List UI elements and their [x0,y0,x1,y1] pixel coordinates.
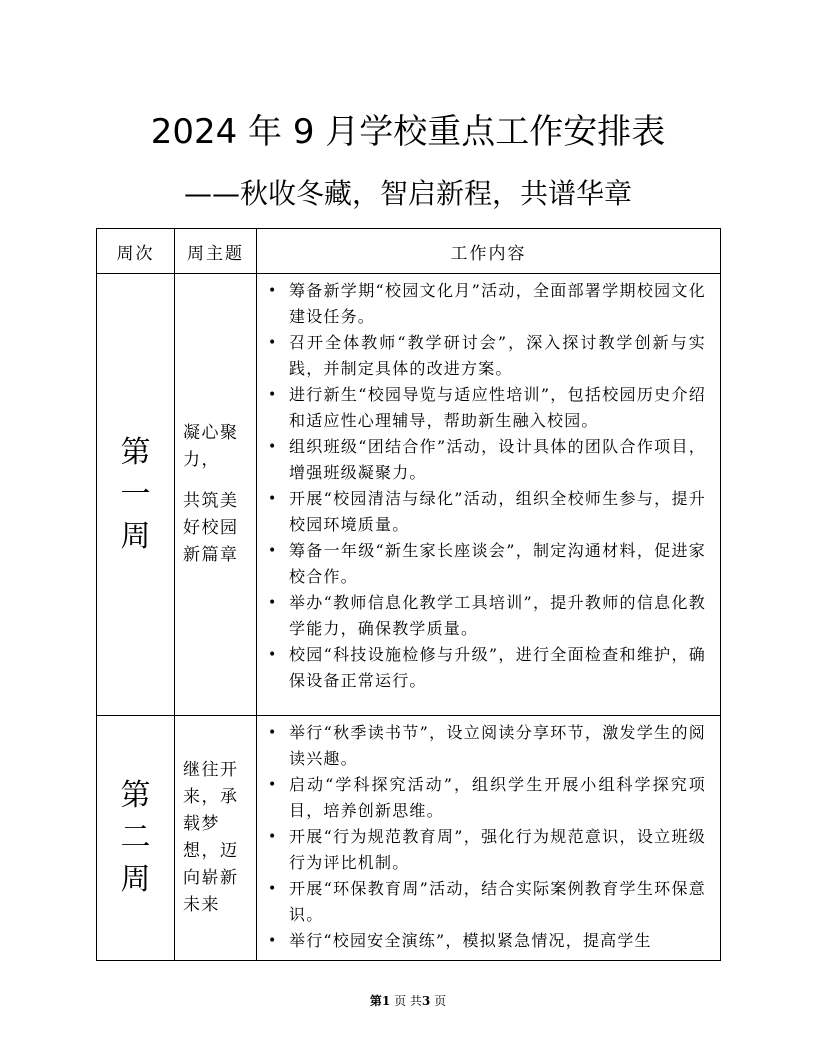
bullet-dot-icon: • [268,829,278,845]
week-char: 一 [120,476,151,512]
theme-cell [175,274,257,716]
week-char: 周 [120,862,151,897]
work-item-text: 进行新生“校园导览与适应性培训”，包括校园历史介绍和适应性心理辅导，帮助新生融入校园。 [289,385,706,430]
list-item [265,538,706,590]
work-item-text: 举行“秋季读书节”，设立阅读分享环节，激发学生的阅读兴趣。 [289,723,706,768]
list-item [265,720,706,772]
work-item-text: 开展“校园清洁与绿化”活动，组织全校师生参与，提升校园环境质量。 [289,489,706,534]
table-row [97,274,721,716]
theme-line: 想，迈 [183,841,239,861]
bullet-dot-icon: • [268,335,278,351]
theme-line: 未来 [183,895,220,915]
work-item-list [265,278,706,694]
work-item-list [265,720,706,954]
work-item-text: 开展“行为规范教育周”，强化行为规范意识，设立班级行为评比机制。 [289,827,706,872]
list-item [265,824,706,876]
bullet-dot-icon: • [268,595,278,611]
footer-middle: 页 共 [390,994,422,1008]
list-item [265,434,706,486]
header-content: 工作内容 [257,229,721,274]
list-item [265,278,706,330]
page-title: 2024 年 9 月学校重点工作安排表 [150,112,666,152]
week-cell [97,274,175,716]
theme-cell [175,716,257,961]
work-item-text: 举行“校园安全演练”，模拟紧急情况，提高学生 [289,931,652,950]
week-char: 周 [120,518,151,554]
bullet-dot-icon: • [268,387,278,403]
table-header-row [97,229,721,274]
work-item-text: 筹备新学期“校园文化月”活动，全面部署学期校园文化建设任务。 [289,281,706,326]
work-item-text: 举办“教师信息化教学工具培训”，提升教师的信息化教学能力，确保教学质量。 [289,593,706,638]
list-item [265,486,706,538]
bullet-dot-icon: • [268,439,278,455]
theme-line: 载梦 [183,814,220,834]
bullet-dot-icon: • [268,283,278,299]
theme-line: 凝心聚 [183,423,239,443]
work-item-text: 筹备一年级“新生家长座谈会”，制定沟通材料，促进家校合作。 [289,541,706,586]
week-char: 第 [120,778,151,813]
bullet-dot-icon: • [268,777,278,793]
theme-line: 共筑美 [183,491,239,511]
work-item-text: 启动“学科探究活动”，组织学生开展小组科学探究项目，培养创新思维。 [289,775,706,820]
list-item [265,772,706,824]
list-item [265,642,706,694]
theme-line: 继往开 [183,760,239,780]
theme-line: 向崭新 [183,868,239,888]
theme-line: 来，承 [183,787,239,807]
work-item-text: 组织班级“团结合作”活动，设计具体的团队合作项目，增强班级凝聚力。 [289,437,706,482]
theme-line: 力， [183,450,220,470]
list-item [265,330,706,382]
bullet-dot-icon: • [268,491,278,507]
header-week: 周次 [97,229,175,274]
work-item-text: 开展“环保教育周”活动，结合实际案例教育学生环保意识。 [289,879,706,924]
bullet-dot-icon: • [268,543,278,559]
page-subtitle: ——秋收冬藏，智启新程，共谱华章 [183,177,632,210]
work-item-text: 校园“科技设施检修与升级”，进行全面检查和维护，确保设备正常运行。 [289,645,706,690]
theme-line: 新篇章 [183,545,239,565]
page-footer [0,992,816,1009]
footer-page-number: 1 [381,994,391,1008]
bullet-dot-icon: • [268,647,278,663]
footer-suffix: 页 [430,994,447,1008]
table-row [97,716,721,961]
list-item [265,928,706,954]
list-item [265,876,706,928]
schedule-table [96,228,721,961]
footer-prefix: 第 [369,994,382,1008]
bullet-dot-icon: • [268,725,278,741]
header-theme: 周主题 [175,229,257,274]
footer-total-pages: 3 [421,994,431,1008]
list-item [265,382,706,434]
week-cell [97,716,175,961]
work-item-text: 召开全体教师“教学研讨会”，深入探讨教学创新与实践，并制定具体的改进方案。 [289,333,706,378]
theme-line: 好校园 [183,518,239,538]
list-item [265,590,706,642]
content-cell [257,716,721,961]
bullet-dot-icon: • [268,933,278,949]
week-char: 第 [120,434,151,470]
theme-line [183,474,250,488]
content-cell [257,274,721,716]
bullet-dot-icon: • [268,881,278,897]
week-char: 二 [120,820,151,855]
